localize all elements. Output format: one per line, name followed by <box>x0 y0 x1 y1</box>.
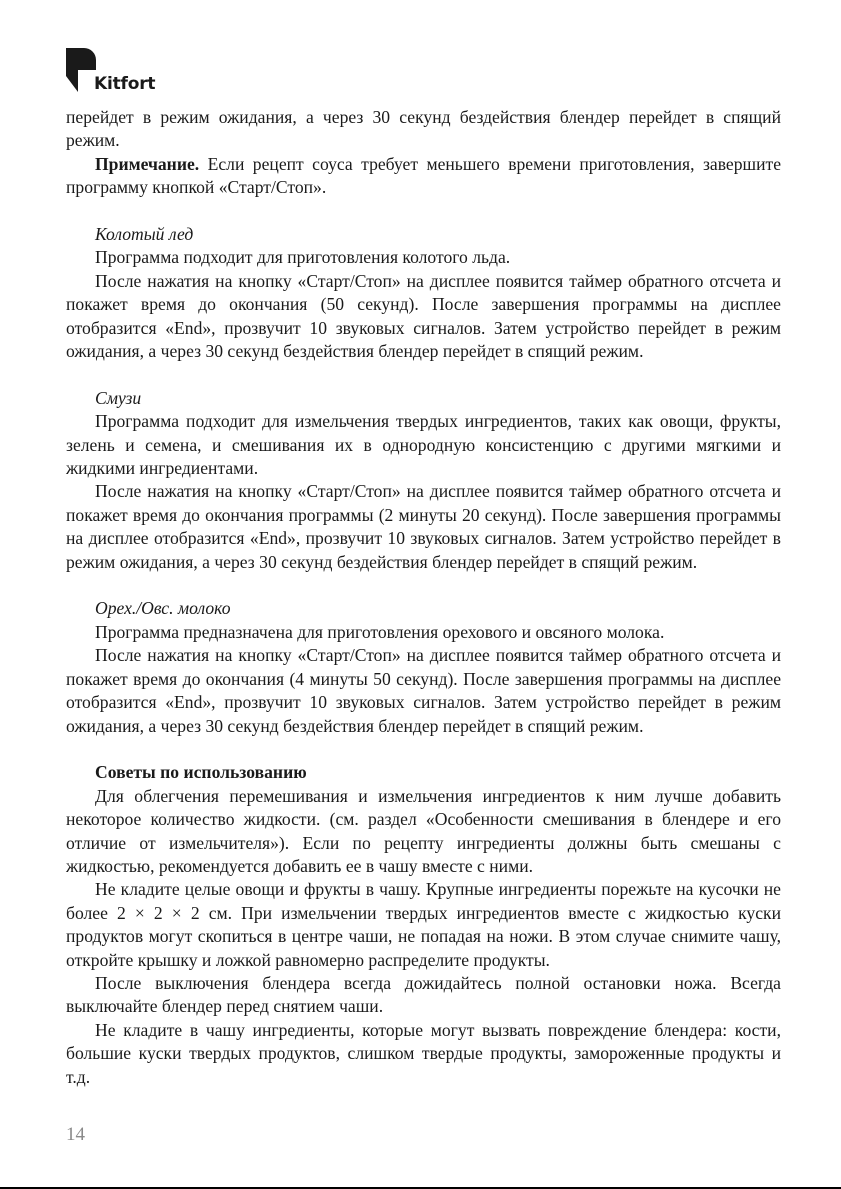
paragraph: После нажатия на кнопку «Старт/Стоп» на дисплее появится таймер обратного отсчета и покажет время до окончания (50 секунд). После завершения программы на дисплее отобразится «End», прозвучит 10 звуковых сигналов. Затем устройство перейдет в режим ожидания, а через 30 секунд бездействия блендер перейдет в спящий режим. <box>66 270 781 362</box>
paragraph: После нажатия на кнопку «Старт/Стоп» на дисплее появится таймер обратного отсчета и покажет время до окончания программы (2 минуты 20 секунд). После завершения программы на дисплее отобразится «End», прозвучит 10 звуковых сигналов. Затем устройство перейдет в режим ожидания, а через 30 секунд бездействия блендер перейдет в спящий режим. <box>66 481 781 572</box>
paragraph: Не кладите в чашу ингредиенты, которые могут вызвать повреждение блендера: кости, большие куски твердых продуктов, слишком твердые продукты, замороженные продукты и т.д. <box>66 1019 781 1087</box>
paragraph-continued: перейдет в режим ожидания, а через 30 секунд бездействия блендер перейдет в спящий режим. <box>66 107 781 151</box>
paragraph: После выключения блендера всегда дожидайтесь полной остановки ножа. Всегда выключайте блендер перед снятием чаши. <box>66 972 781 1017</box>
note-paragraph <box>66 153 781 200</box>
paragraph: Не кладите целые овощи и фрукты в чашу. Крупные ингредиенты порежьте на кусочки не более 2 × 2 × 2 см. При измельчении твердых ингредиентов вместе с жидкостью куски продуктов могут скопиться в центре чаши, не попадая на ножи. В этом случае снимите чашу, откройте крышку и ложкой равномерно распределите продукты. <box>66 879 781 970</box>
note-label: Примечание. <box>95 153 200 174</box>
paragraph: После нажатия на кнопку «Старт/Стоп» на дисплее появится таймер обратного отсчета и покажет время до окончания (4 минуты 50 секунд). После завершения программы на дисплее отобразится «End», прозвучит 10 звуковых сигналов. Затем устройство перейдет в режим ожидания, а через 30 секунд бездействия блендер перейдет в спящий режим. <box>66 645 781 736</box>
paragraph: Программа подходит для измельчения твердых ингредиентов, таких как овощи, фрукты, зелень и семена, и смешивания их в однородную консистенцию с другими мягкими и жидкими ингредиентами. <box>66 411 781 479</box>
paragraph: Программа предназначена для приготовления орехового и овсяного молока. <box>95 621 665 642</box>
header <box>66 48 266 94</box>
kitfort-logo-icon <box>66 48 96 92</box>
brand-name: Kitfort <box>94 74 156 94</box>
note-text: Если рецепт соуса требует меньшего времени приготовления, завершите программу кнопкой «Старт/Стоп». <box>66 153 781 198</box>
section-title-usage-tips: Советы по использованию <box>95 762 307 783</box>
page-number: 14 <box>66 1124 85 1145</box>
section-title-nut-oat-milk: Орех./Овс. молоко <box>95 598 231 619</box>
section-title-crushed-ice: Колотый лед <box>95 224 194 245</box>
section-title-smoothie: Смузи <box>95 387 142 408</box>
paragraph: Программа подходит для приготовления колотого льда. <box>95 247 511 268</box>
page-content <box>66 106 781 1089</box>
paragraph: Для облегчения перемешивания и измельчения ингредиентов к ним лучше добавить некоторое количество жидкости. (см. раздел «Особенности смешивания в блендере и его отличие от измельчителя»). Если по рецепту ингредиенты должны быть смешаны с жидкостью, рекомендуется добавить ее в чашу вместе с ними. <box>66 785 781 876</box>
